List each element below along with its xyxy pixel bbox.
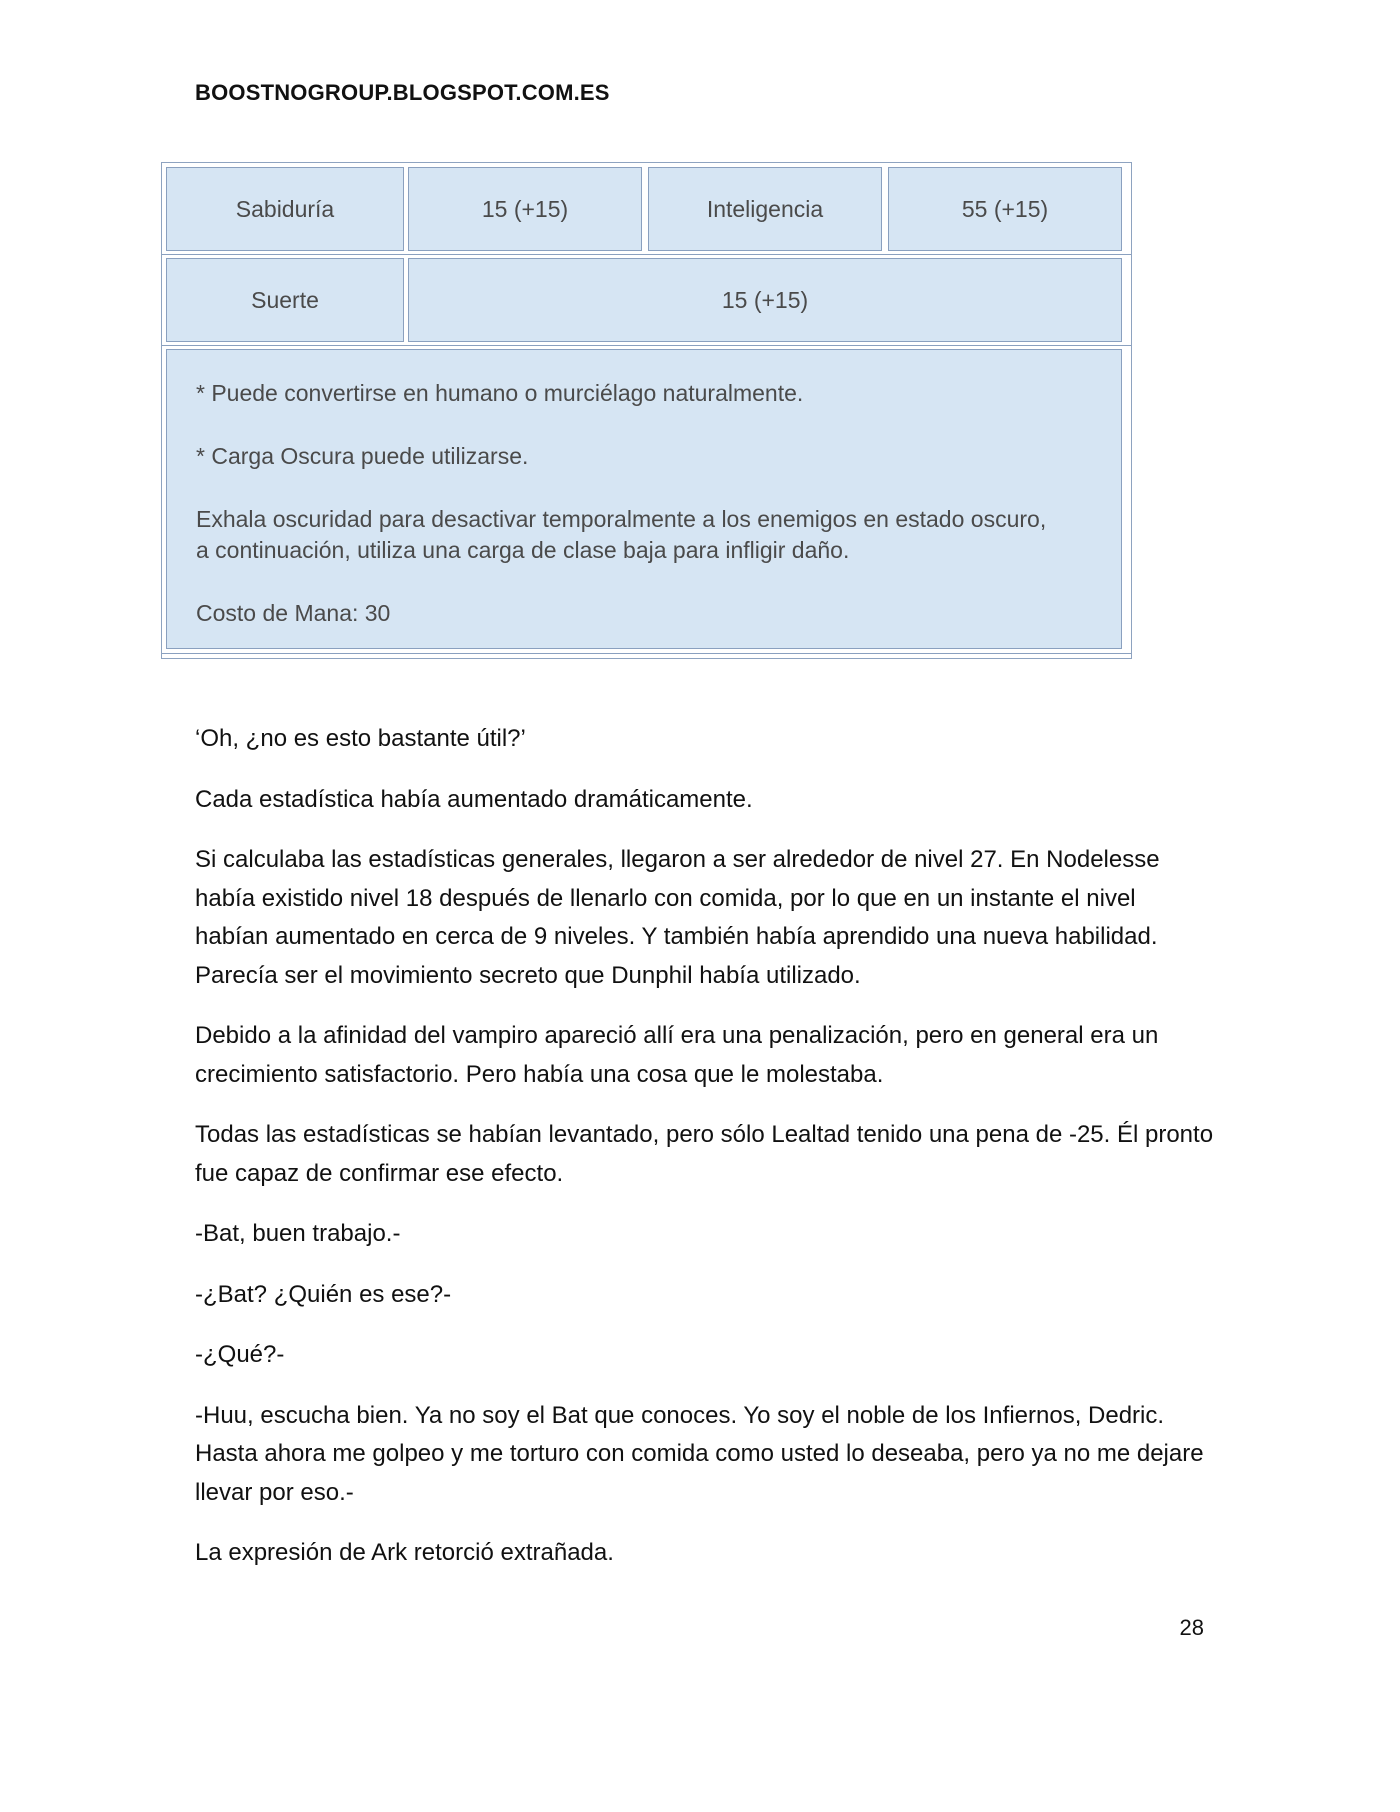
- story-text: [195, 720, 1215, 1595]
- paragraph: Todas las estadísticas se habían levantado, pero sólo Lealtad tenido una pena de -25. Él pronto fue capaz de confirmar ese efecto.: [195, 1121, 1214, 1187]
- stat-label-sabiduria: Sabiduría: [166, 167, 404, 251]
- row-divider: [162, 345, 1131, 346]
- stat-label-suerte: Suerte: [166, 258, 404, 342]
- row-divider: [162, 653, 1131, 654]
- site-header: BOOSTNOGROUP.BLOGSPOT.COM.ES: [195, 80, 610, 105]
- paragraph: -Bat, buen trabajo.-: [195, 1220, 401, 1247]
- stats-table: [161, 162, 1132, 659]
- paragraph: Cada estadística había aumentado dramáticamente.: [195, 785, 753, 813]
- page-number: 28: [1179, 1615, 1204, 1640]
- paragraph: -¿Qué?-: [195, 1341, 285, 1368]
- row-divider: [162, 254, 1131, 255]
- skill-notes: [166, 349, 1122, 649]
- paragraph: La expresión de Ark retorció extrañada.: [195, 1539, 614, 1566]
- skill-note: * Puede convertirse en humano o murciélago naturalmente.: [196, 380, 804, 406]
- skill-note: * Carga Oscura puede utilizarse.: [196, 443, 529, 469]
- paragraph: Debido a la afinidad del vampiro apareció allí era una penalización, pero en general era un crecimiento satisfactorio. Pero había una cosa que le molestaba.: [195, 1022, 1159, 1088]
- stat-label-inteligencia: Inteligencia: [648, 167, 882, 251]
- paragraph: -¿Bat? ¿Quién es ese?-: [195, 1280, 452, 1308]
- skill-description: Exhala oscuridad para desactivar temporalmente a los enemigos en estado oscuro, a continuación, utiliza una carga de clase baja para infligir daño.: [196, 506, 1047, 563]
- stat-value-suerte: 15 (+15): [408, 258, 1122, 342]
- paragraph: -Huu, escucha bien. Ya no soy el Bat que conoces. Yo soy el noble de los Infiernos, Dedric. Hasta ahora me golpeo y me torturo con comida como usted lo deseaba, pero ya no me dejare llevar por eso.-: [195, 1401, 1204, 1506]
- stat-value-inteligencia: 55 (+15): [888, 167, 1122, 251]
- paragraph: Si calculaba las estadísticas generales, llegaron a ser alrededor de nivel 27. En Nodelesse había existido nivel 18 después de llenarlo con comida, por lo que en un instante el nivel habían aumentado en cerca de 9 niveles. Y también había aprendido una nueva habilidad. Parecía ser el movimiento secreto que Dunphil había utilizado.: [195, 846, 1160, 989]
- paragraph: ‘Oh, ¿no es esto bastante útil?’: [195, 725, 526, 752]
- mana-cost: Costo de Mana: 30: [196, 600, 391, 626]
- stat-value-sabiduria: 15 (+15): [408, 167, 642, 251]
